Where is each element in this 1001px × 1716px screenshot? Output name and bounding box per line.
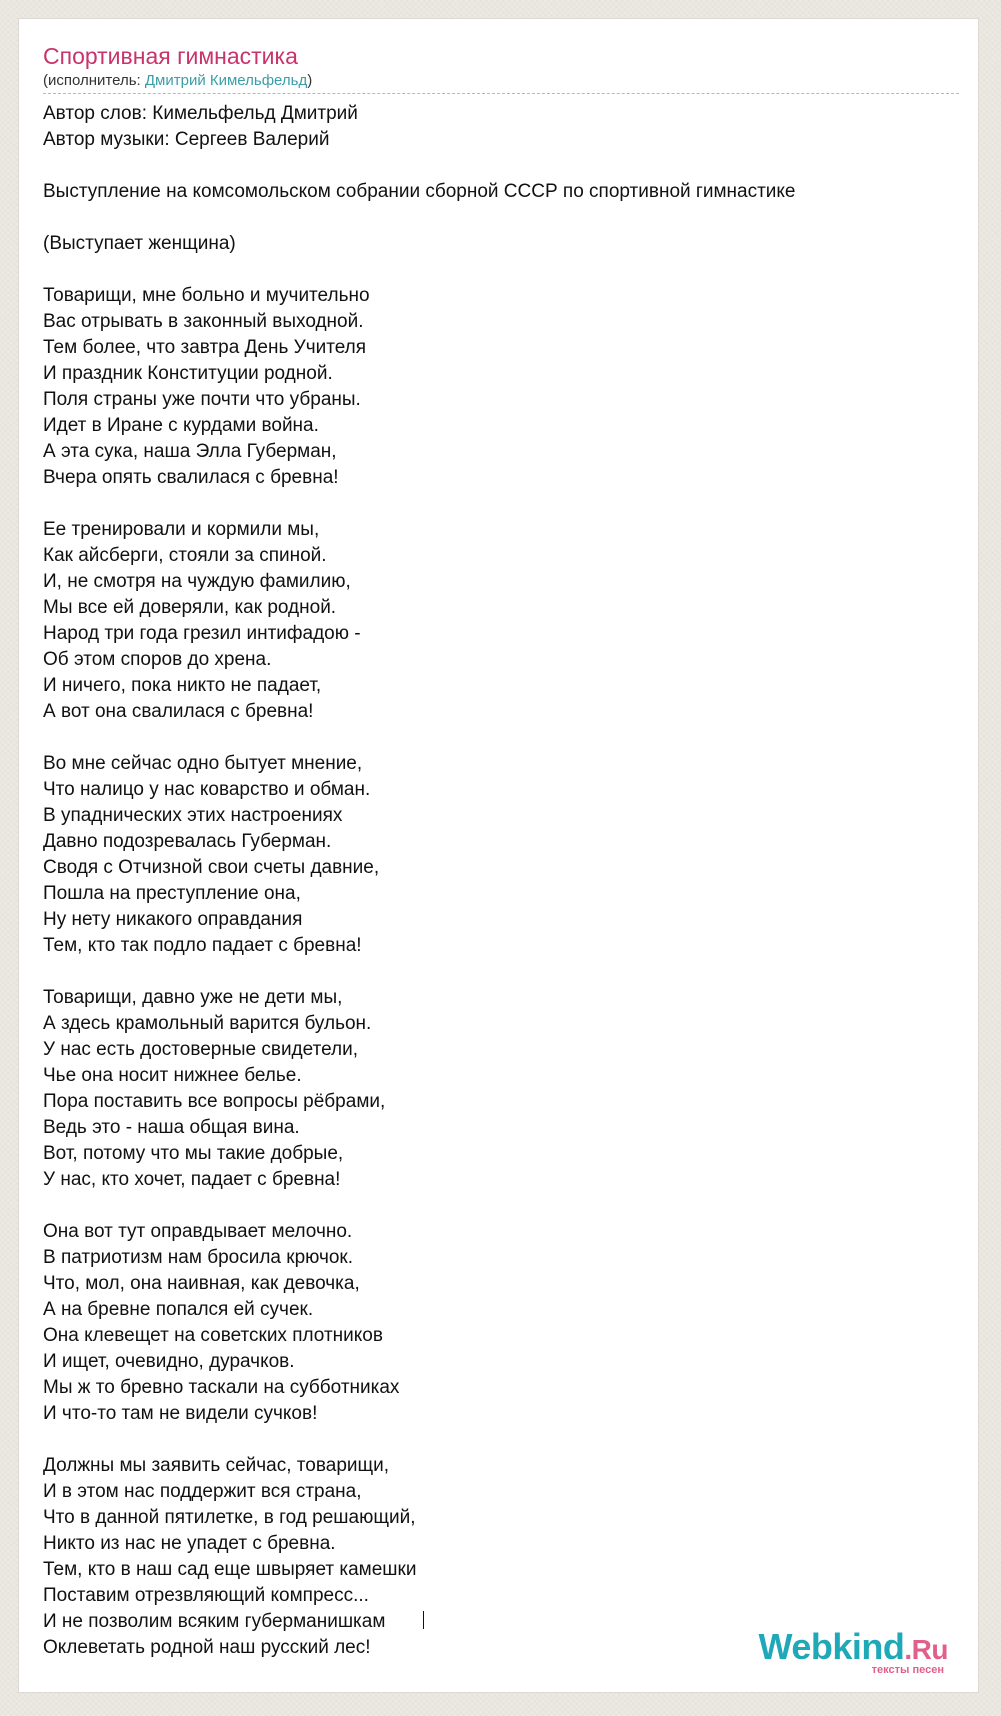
- lyric-line: Ведь это - наша общая вина.: [43, 1117, 300, 1138]
- lyric-line: (Выступает женщина): [43, 233, 236, 254]
- lyric-line: Товарищи, давно уже не дети мы,: [43, 987, 343, 1008]
- song-header: [43, 41, 959, 94]
- lyric-line: Что, мол, она наивная, как девочка,: [43, 1273, 360, 1294]
- lyric-line: Вчера опять свалилася с бревна!: [43, 467, 339, 488]
- lyric-line: Во мне сейчас одно бытует мнение,: [43, 753, 363, 774]
- logo-wordmark: [758, 1626, 948, 1668]
- lyric-line: Народ три года грезил интифадою -: [43, 623, 361, 644]
- lyric-line: И праздник Конституции родной.: [43, 363, 333, 384]
- lyric-line: У нас, кто хочет, падает с бревна!: [43, 1169, 341, 1190]
- lyric-line: Оклеветать родной наш русский лес!: [43, 1637, 371, 1658]
- lyric-line: Мы ж то бревно таскали на субботниках: [43, 1377, 400, 1398]
- lyric-line: Пошла на преступление она,: [43, 883, 301, 904]
- logo-tagline: тексты песен: [871, 1664, 944, 1676]
- site-logo[interactable]: [758, 1626, 948, 1676]
- performer-suffix: ): [307, 72, 313, 89]
- lyric-line: Мы все ей доверяли, как родной.: [43, 597, 337, 618]
- lyric-line: [43, 205, 959, 231]
- lyric-line: Что налицо у нас коварство и обман.: [43, 779, 371, 800]
- lyric-line: А на бревне попался ей сучек.: [43, 1299, 314, 1320]
- lyric-line: И не позволим всяким губерманишкам: [43, 1609, 959, 1635]
- lyric-line: И что-то там не видели сучков!: [43, 1403, 318, 1424]
- lyric-line: [43, 959, 959, 985]
- lyric-line: Сводя с Отчизной свои счеты давние,: [43, 857, 380, 878]
- lyric-line: Она клевещет на советских плотников: [43, 1325, 383, 1346]
- lyric-line: Автор слов: Кимельфельд Дмитрий: [43, 103, 358, 124]
- lyric-line: Ее тренировали и кормили мы,: [43, 519, 320, 540]
- lyric-line: Товарищи, мне больно и мучительно: [43, 285, 370, 306]
- lyric-line: А вот она свалилася с бревна!: [43, 701, 314, 722]
- lyric-line: Автор музыки: Сергеев Валерий: [43, 129, 330, 150]
- lyric-line: Тем, кто в наш сад еще швыряет камешки: [43, 1559, 417, 1580]
- lyric-line: Выступление на комсомольском собрании сборной СССР по спортивной гимнастике: [43, 181, 796, 202]
- lyric-line: Никто из нас не упадет с бревна.: [43, 1533, 336, 1554]
- lyric-line: А здесь крамольный варится бульон.: [43, 1013, 372, 1034]
- song-title: Спортивная гимнастика: [43, 43, 298, 69]
- lyric-line: Вот, потому что мы такие добрые,: [43, 1143, 344, 1164]
- lyric-line: [43, 257, 959, 283]
- text-cursor: [423, 1611, 424, 1629]
- lyric-line: Тем, кто так подло падает с бревна!: [43, 935, 362, 956]
- lyric-line: Поставим отрезвляющий компресс...: [43, 1585, 369, 1606]
- lyric-line: Что в данной пятилетке, в год решающий,: [43, 1507, 416, 1528]
- lyric-line: И ничего, пока никто не падает,: [43, 675, 322, 696]
- lyric-line: Тем более, что завтра День Учителя: [43, 337, 367, 358]
- logo-word: Webkind: [758, 1626, 905, 1667]
- lyric-line: В патриотизм нам бросила крючок.: [43, 1247, 354, 1268]
- lyric-line: Чье она носит нижнее белье.: [43, 1065, 302, 1086]
- performer-prefix: (исполнитель:: [43, 72, 145, 89]
- lyric-line: Об этом споров до хрена.: [43, 649, 272, 670]
- lyric-line: [43, 1427, 959, 1453]
- lyric-line: Она вот тут оправдывает мелочно.: [43, 1221, 353, 1242]
- lyric-line: [43, 1193, 959, 1219]
- lyric-line: Пора поставить все вопросы рёбрами,: [43, 1091, 386, 1112]
- lyric-line: [43, 153, 959, 179]
- lyric-line: [43, 491, 959, 517]
- lyric-line: Вас отрывать в законный выходной.: [43, 311, 364, 332]
- lyrics-text: [43, 101, 959, 1661]
- lyric-line: В упаднических этих настроениях: [43, 805, 343, 826]
- lyric-line: И, не смотря на чуждую фамилию,: [43, 571, 351, 592]
- lyric-line: Поля страны уже почти что убраны.: [43, 389, 361, 410]
- lyric-line: [43, 725, 959, 751]
- logo-tld: .Ru: [904, 1634, 948, 1665]
- lyric-line: И в этом нас поддержит вся страна,: [43, 1481, 362, 1502]
- lyrics-page: [18, 18, 979, 1693]
- performer-link[interactable]: Дмитрий Кимельфельд: [144, 72, 308, 89]
- lyric-line: Давно подозревалась Губерман.: [43, 831, 332, 852]
- lyric-line: А эта сука, наша Элла Губерман,: [43, 441, 337, 462]
- lyric-line: И ищет, очевидно, дурачков.: [43, 1351, 295, 1372]
- lyric-line: У нас есть достоверные свидетели,: [43, 1039, 358, 1060]
- lyric-line: Как айсберги, стояли за спиной.: [43, 545, 327, 566]
- performer-line: [43, 71, 959, 94]
- lyric-line: Должны мы заявить сейчас, товарищи,: [43, 1455, 390, 1476]
- lyric-line: Ну нету никакого оправдания: [43, 909, 303, 930]
- lyric-line: Идет в Иране с курдами война.: [43, 415, 319, 436]
